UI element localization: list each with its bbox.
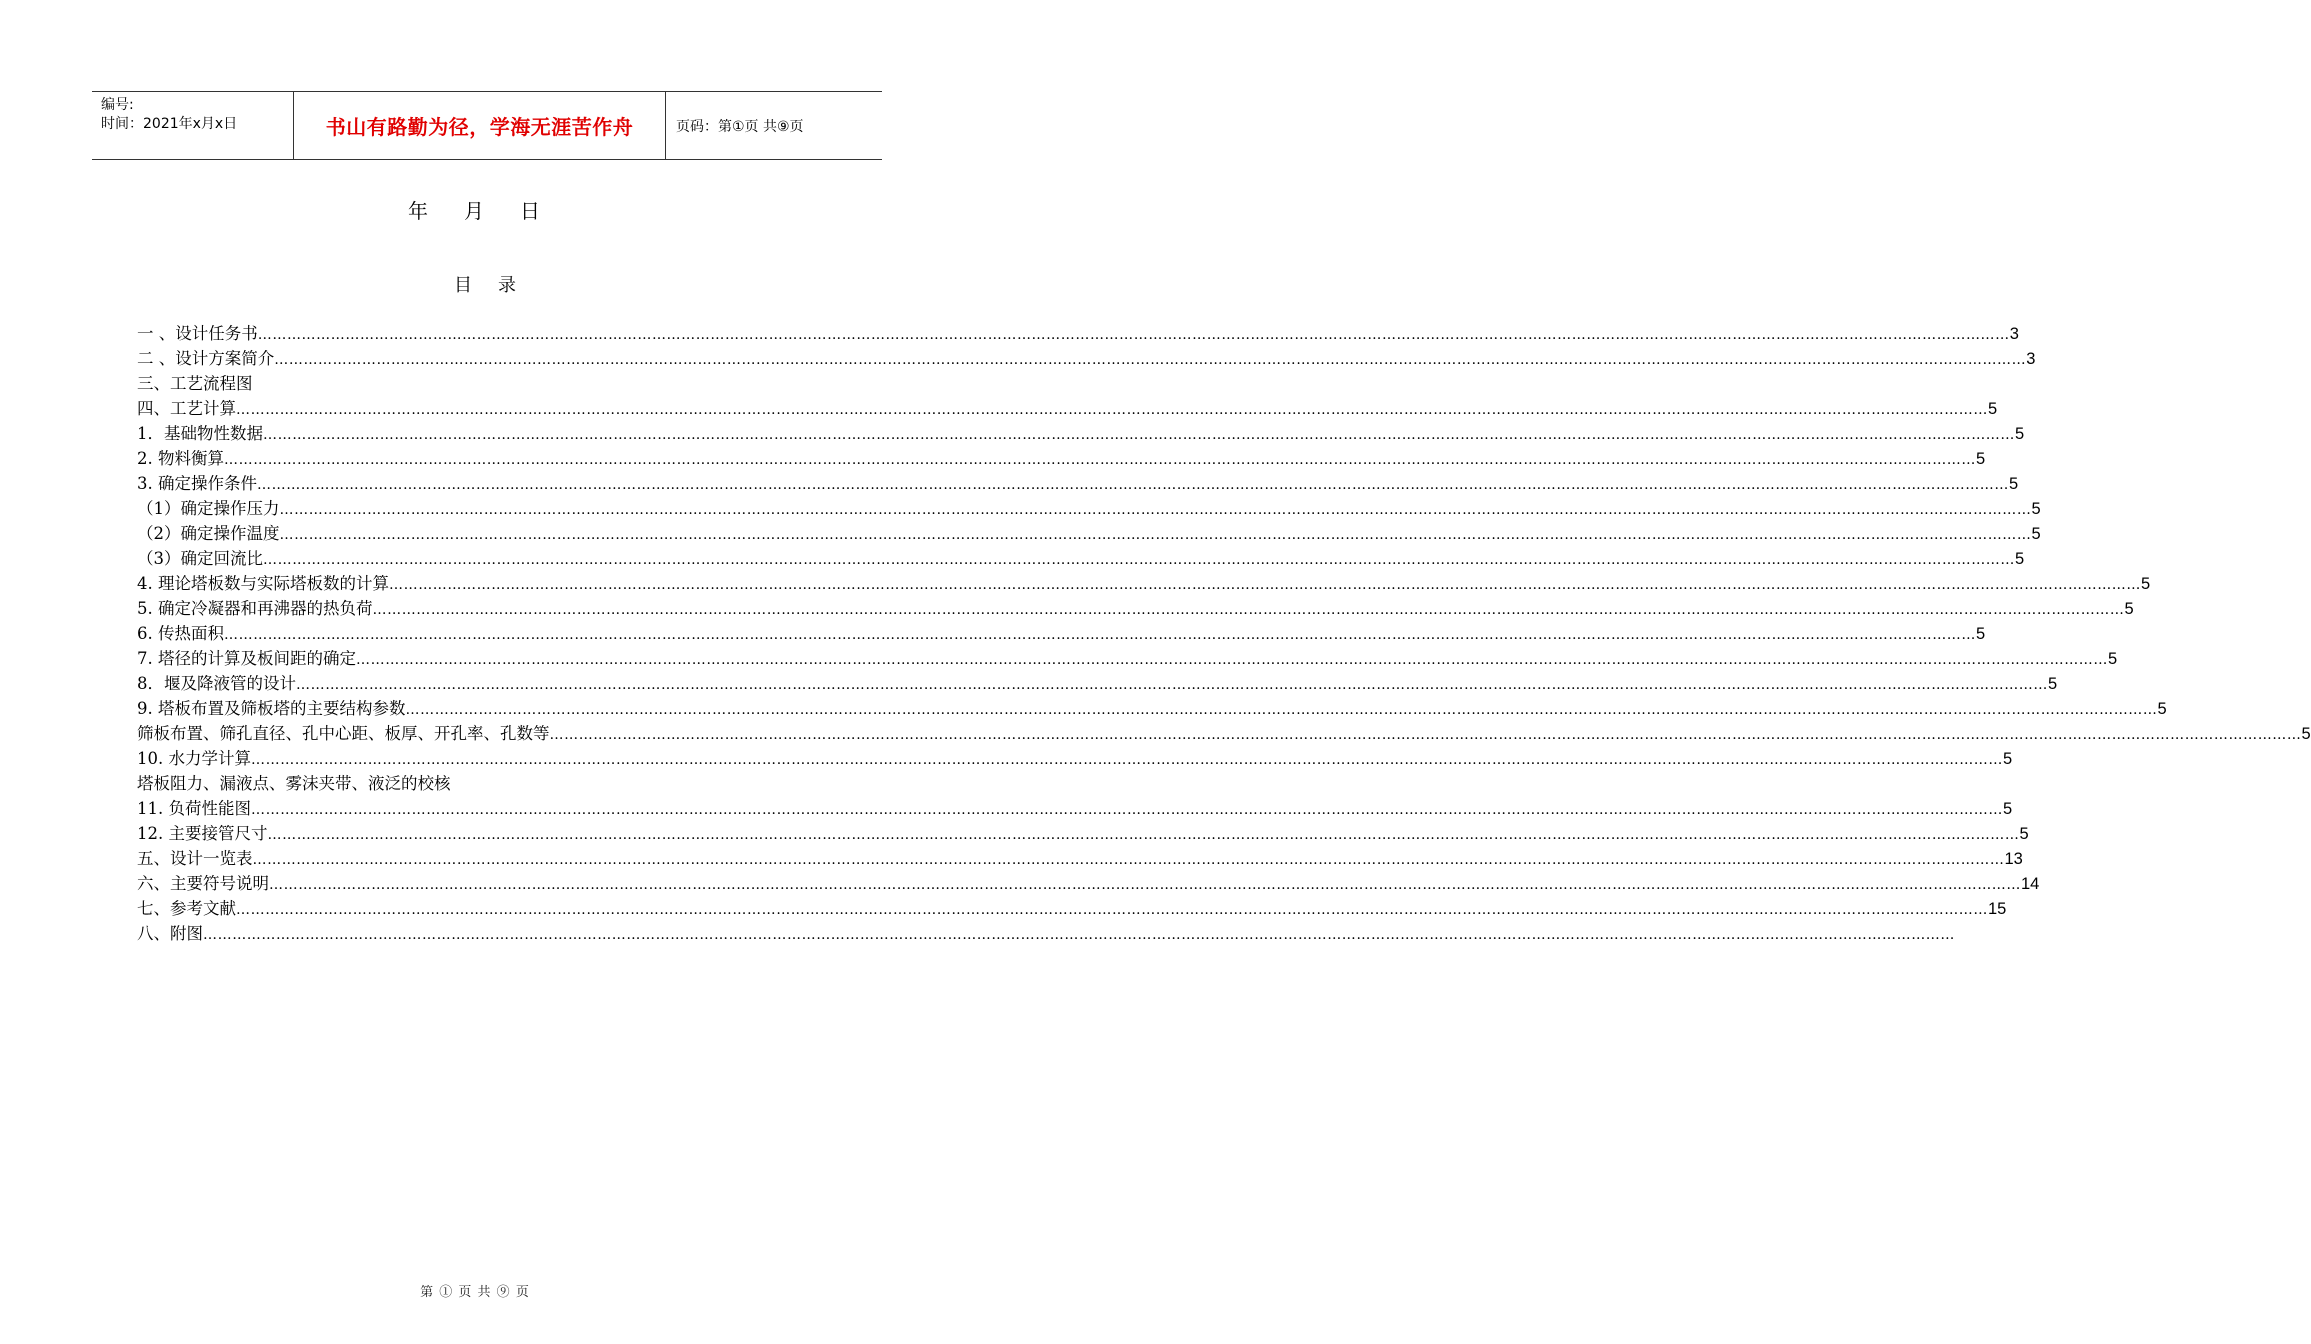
- toc-title-left: 目: [454, 275, 472, 296]
- toc-entry-title: 六、主要符号说明: [137, 874, 269, 893]
- page-info-cell: [666, 92, 882, 159]
- toc-leader-dots: ………………………………………………………………………………………………………………………………………………………………………………………………………………………………………………………………………………………………………………………………: [296, 677, 2048, 693]
- toc-leader-dots: ………………………………………………………………………………………………………………………………………………………………………………………………………………………………………………………………………………………………………………………………: [549, 727, 2302, 743]
- toc-entry-page: 5: [1988, 400, 1998, 418]
- toc-leader-dots: ………………………………………………………………………………………………………………………………………………………………………………………………………………………………………………………………………………………………………………………………: [372, 602, 2125, 618]
- header-info-cell: [92, 92, 293, 159]
- toc-entry: [137, 345, 2036, 370]
- toc-leader-dots: ………………………………………………………………………………………………………………………………………………………………………………………………………………………………………………………………………………………………………………………………: [236, 902, 1988, 918]
- toc-entry-title: 5. 确定冷凝器和再沸器的热负荷: [137, 599, 373, 618]
- toc-leader-dots: ………………………………………………………………………………………………………………………………………………………………………………………………………………………………………………………………………………………………………………………………: [405, 702, 2158, 718]
- toc-leader-dots: ………………………………………………………………………………………………………………………………………………………………………………………………………………………………………………………………………………………………………………………………: [203, 927, 1955, 943]
- toc-leader-dots: ………………………………………………………………………………………………………………………………………………………………………………………………………………………………………………………………………………………………………………………………: [263, 552, 2015, 568]
- toc-leader-dots: ………………………………………………………………………………………………………………………………………………………………………………………………………………………………………………………………………………………………………………………………: [236, 402, 1988, 418]
- toc-entry-title: 1．基础物性数据: [137, 424, 263, 443]
- toc-entry-page: 5: [2015, 550, 2025, 568]
- toc-entry-page: 3: [2026, 350, 2036, 368]
- toc-entry: [137, 670, 2058, 695]
- toc-entry-page: 5: [2015, 425, 2025, 443]
- toc-entry-page: 5: [2048, 675, 2058, 693]
- time-label: 时间：2021年x月x日: [101, 116, 238, 132]
- toc-entry: [137, 470, 2019, 495]
- toc-entry-title: 9. 塔板布置及筛板塔的主要结构参数: [137, 699, 406, 718]
- header-table: [92, 91, 882, 160]
- toc-leader-dots: ………………………………………………………………………………………………………………………………………………………………………………………………………………………………………………………………………………………………………………………………: [269, 877, 2021, 893]
- toc-entry: [137, 445, 1986, 470]
- toc-leader-dots: ………………………………………………………………………………………………………………………………………………………………………………………………………………………………………………………………………………………………………………………………: [389, 577, 2141, 593]
- toc-entry-page: 13: [2004, 850, 2023, 868]
- toc-entry-title: 4. 理论塔板数与实际塔板数的计算: [137, 574, 389, 593]
- toc-entry-title: （2）确定操作温度: [137, 524, 280, 543]
- toc-entry: [137, 395, 1998, 420]
- motto-text: 书山有路勤为径，学海无涯苦作舟: [325, 115, 634, 139]
- toc-entry: [137, 370, 797, 395]
- toc-entry: [137, 520, 2041, 545]
- toc-leader-dots: ………………………………………………………………………………………………………………………………………………………………………………………………………………………………………………………………………………………………………………………………: [257, 477, 2009, 493]
- toc-entry-title: 五、设计一览表: [137, 849, 253, 868]
- toc-entry-page: 5: [2108, 650, 2118, 668]
- toc-entry: [137, 795, 2013, 820]
- toc-entry: [137, 720, 2311, 745]
- toc-entry-page: 5: [2003, 800, 2013, 818]
- code-label: 编号:: [101, 97, 134, 113]
- toc-leader-dots: ………………………………………………………………………………………………………………………………………………………………………………………………………………………………………………………………………………………………………………………………: [267, 827, 2020, 843]
- date-month: 月: [464, 199, 486, 223]
- toc-entry: [137, 845, 2023, 870]
- toc-entry-title: 11. 负荷性能图: [137, 799, 251, 818]
- toc-entry: [137, 595, 2134, 620]
- date-year: 年: [408, 199, 430, 223]
- toc-entry-title: 二 、设计方案简介: [137, 349, 275, 368]
- toc-leader-dots: ………………………………………………………………………………………………………………………………………………………………………………………………………………………………………………………………………………………………………………………………: [252, 852, 2005, 868]
- motto-cell: [293, 92, 666, 159]
- toc-leader-dots: ………………………………………………………………………………………………………………………………………………………………………………………………………………………………………………………………………………………………………………………………: [257, 327, 2010, 343]
- toc-leader-dots: ………………………………………………………………………………………………………………………………………………………………………………………………………………………………………………………………………………………………………………………………: [224, 627, 1976, 643]
- toc-entry-title: 10. 水力学计算: [137, 749, 251, 768]
- toc-entry-page: 5: [1976, 625, 1986, 643]
- toc-entry-page: 5: [2157, 700, 2167, 718]
- toc-entry-title: 三、工艺流程图: [137, 374, 253, 393]
- date-day: 日: [520, 199, 542, 223]
- toc-entry-title: 6. 传热面积: [137, 624, 224, 643]
- toc-entry-title: 七、参考文献: [137, 899, 236, 918]
- toc-entry-page: 15: [1988, 900, 2007, 918]
- toc-entry: [137, 770, 797, 795]
- toc-title: [0, 271, 970, 297]
- toc-entry-page: 5: [1976, 450, 1986, 468]
- toc-entry-page: 5: [2003, 750, 2013, 768]
- page-label: 页码：第①页 共⑨页: [676, 118, 804, 135]
- toc-entry-title: （1）确定操作压力: [137, 499, 280, 518]
- toc-leader-dots: ………………………………………………………………………………………………………………………………………………………………………………………………………………………………………………………………………………………………………………………………: [251, 802, 2003, 818]
- toc-entry: [137, 820, 2029, 845]
- toc-entry: [137, 895, 2007, 920]
- toc-entry: [137, 645, 2118, 670]
- toc-entry: [137, 320, 2019, 345]
- toc-entry-title: 四、工艺计算: [137, 399, 236, 418]
- toc-entry: [137, 545, 2025, 570]
- toc-entry-title: 3. 确定操作条件: [137, 474, 257, 493]
- toc-leader-dots: ………………………………………………………………………………………………………………………………………………………………………………………………………………………………………………………………………………………………………………………………: [356, 652, 2108, 668]
- toc-entry: [137, 695, 2167, 720]
- toc-entry: [137, 920, 1955, 945]
- page-footer: 第 ① 页 共 ⑨ 页: [420, 1285, 530, 1300]
- toc-entry-page: 5: [2031, 500, 2041, 518]
- toc-leader-dots: ………………………………………………………………………………………………………………………………………………………………………………………………………………………………………………………………………………………………………………………………: [274, 352, 2027, 368]
- toc-entry-title: 一 、设计任务书: [137, 324, 258, 343]
- toc-entry-title: （3）确定回流比: [137, 549, 263, 568]
- toc-entry-title: 八、附图: [137, 924, 203, 943]
- toc-entry-title: 8．堰及降液管的设计: [137, 674, 296, 693]
- table-of-contents: [137, 320, 2311, 945]
- toc-entry-page: 5: [2141, 575, 2151, 593]
- toc-entry-page: 5: [2031, 525, 2041, 543]
- toc-entry-title: 12. 主要接管尺寸: [137, 824, 268, 843]
- toc-entry-page: 5: [2009, 475, 2019, 493]
- toc-entry-title: 7. 塔径的计算及板间距的确定: [137, 649, 356, 668]
- toc-entry: [137, 620, 1986, 645]
- toc-entry-title: 2. 物料衡算: [137, 449, 224, 468]
- toc-entry-page: 14: [2021, 875, 2040, 893]
- toc-entry-title: 筛板布置、筛孔直径、孔中心距、板厚、开孔率、孔数等: [137, 724, 550, 743]
- date-line: [0, 195, 950, 224]
- toc-leader-dots: ………………………………………………………………………………………………………………………………………………………………………………………………………………………………………………………………………………………………………………………………: [279, 527, 2032, 543]
- toc-leader-dots: ………………………………………………………………………………………………………………………………………………………………………………………………………………………………………………………………………………………………………………………………: [279, 502, 2032, 518]
- toc-entry: [137, 870, 2040, 895]
- toc-entry-page: 5: [2019, 825, 2029, 843]
- toc-entry: [137, 570, 2151, 595]
- toc-entry-title: 塔板阻力、漏液点、雾沫夹带、液泛的校核: [137, 774, 451, 793]
- toc-leader-dots: ………………………………………………………………………………………………………………………………………………………………………………………………………………………………………………………………………………………………………………………………: [224, 452, 1976, 468]
- toc-leader-dots: ………………………………………………………………………………………………………………………………………………………………………………………………………………………………………………………………………………………………………………………………: [263, 427, 2015, 443]
- toc-entry: [137, 745, 2013, 770]
- toc-entry: [137, 495, 2041, 520]
- toc-title-right: 录: [498, 275, 516, 296]
- toc-entry-page: 3: [2009, 325, 2019, 343]
- toc-entry-page: 5: [2124, 600, 2134, 618]
- toc-leader-dots: ………………………………………………………………………………………………………………………………………………………………………………………………………………………………………………………………………………………………………………………………: [251, 752, 2003, 768]
- toc-entry: [137, 420, 2025, 445]
- toc-entry-page: 5: [2301, 725, 2311, 743]
